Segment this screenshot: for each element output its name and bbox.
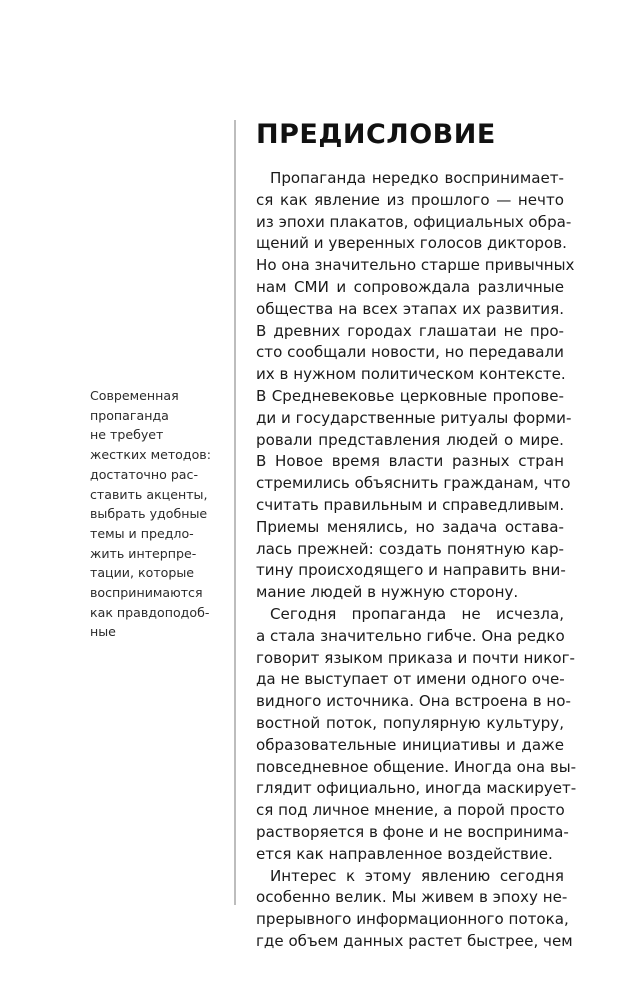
margin-note-line: достаточно рас- — [90, 466, 198, 482]
body-line: мание людей в нужную сторону. — [256, 583, 519, 602]
margin-note-line: темы и предло- — [90, 525, 194, 541]
body-line: образовательные инициативы и даже — [256, 735, 564, 754]
body-line: тину происходящего и направить вни- — [256, 561, 566, 580]
body-line: их в нужном политическом контексте. — [256, 365, 566, 384]
body-line: стремились объяснить гражданам, что — [256, 474, 571, 493]
body-line: прерывного информационного потока, — [256, 910, 569, 929]
body-line: В Новое время власти разных стран — [256, 452, 564, 471]
body-line: сто сообщали новости, но передавали — [256, 343, 564, 362]
margin-note-line: не требует — [90, 427, 164, 443]
body-line: Но она значительно старше привычных — [256, 256, 575, 275]
body-line: повседневное общение. Иногда она вы- — [256, 757, 577, 776]
body-line: нам СМИ и сопровождала различные — [256, 277, 564, 296]
body-line: особенно велик. Мы живем в эпоху не- — [256, 888, 568, 907]
body-line: а стала значительно гибче. Она редко — [256, 626, 565, 645]
body-line: Пропаганда нередко воспринимает- — [270, 169, 564, 187]
body-line: глядит официально, иногда маскирует- — [256, 779, 577, 798]
chapter-heading: ПРЕДИСЛОВИЕ — [256, 119, 496, 150]
body-line: лась прежней: создать понятную кар- — [256, 539, 564, 558]
body-line: В древних городах глашатаи не про- — [256, 321, 564, 340]
margin-note-line: жестких методов: — [90, 447, 211, 463]
margin-note-line: как правдоподоб- — [90, 604, 210, 620]
margin-note — [90, 386, 226, 642]
body-line: ди и государственные ритуалы форми- — [256, 408, 572, 427]
margin-note-line: воспринимаются — [90, 585, 203, 601]
margin-note-line: выбрать удобные — [90, 506, 208, 522]
body-line: ется как направленное воздействие. — [256, 844, 553, 863]
body-line: Интерес к этому явлению сегодня — [270, 866, 564, 885]
margin-note-line: пропаганда — [90, 407, 169, 423]
margin-note-line: ные — [90, 624, 116, 640]
margin-note-line: жить интерпре- — [90, 545, 197, 561]
body-line: растворяется в фоне и не воспринима- — [256, 822, 569, 841]
margin-note-line: Современная — [90, 388, 179, 403]
body-line: да не выступает от имени одного оче- — [256, 670, 565, 689]
body-line: щений и уверенных голосов дикторов. — [256, 234, 567, 253]
body-line: видного источника. Она встроена в но- — [256, 692, 571, 711]
body-line: Приемы менялись, но задача остава- — [256, 517, 564, 536]
body-line: Сегодня пропаганда не исчезла, — [270, 604, 564, 623]
body-line: ся как явление из прошлого — нечто — [256, 190, 564, 209]
body-line: ся под личное мнение, а порой просто — [256, 801, 565, 820]
margin-note-line: ставить акценты, — [90, 486, 208, 502]
body-line: общества на всех этапах их развития. — [256, 299, 564, 318]
body-line: востной поток, популярную культуру, — [256, 713, 564, 732]
body-line: В Средневековье церковные пропове- — [256, 386, 564, 405]
body-line: ровали представления людей о мире. — [256, 430, 564, 449]
body-line: где объем данных растет быстрее, чем — [256, 931, 573, 950]
body-line: считать правильным и справедливым. — [256, 495, 565, 514]
body-line: из эпохи плакатов, официальных обра- — [256, 212, 572, 231]
body-line: говорит языком приказа и почти никог- — [256, 648, 575, 667]
margin-note-line: тации, которые — [90, 565, 195, 581]
vertical-divider — [234, 120, 236, 905]
body-text — [256, 168, 577, 953]
